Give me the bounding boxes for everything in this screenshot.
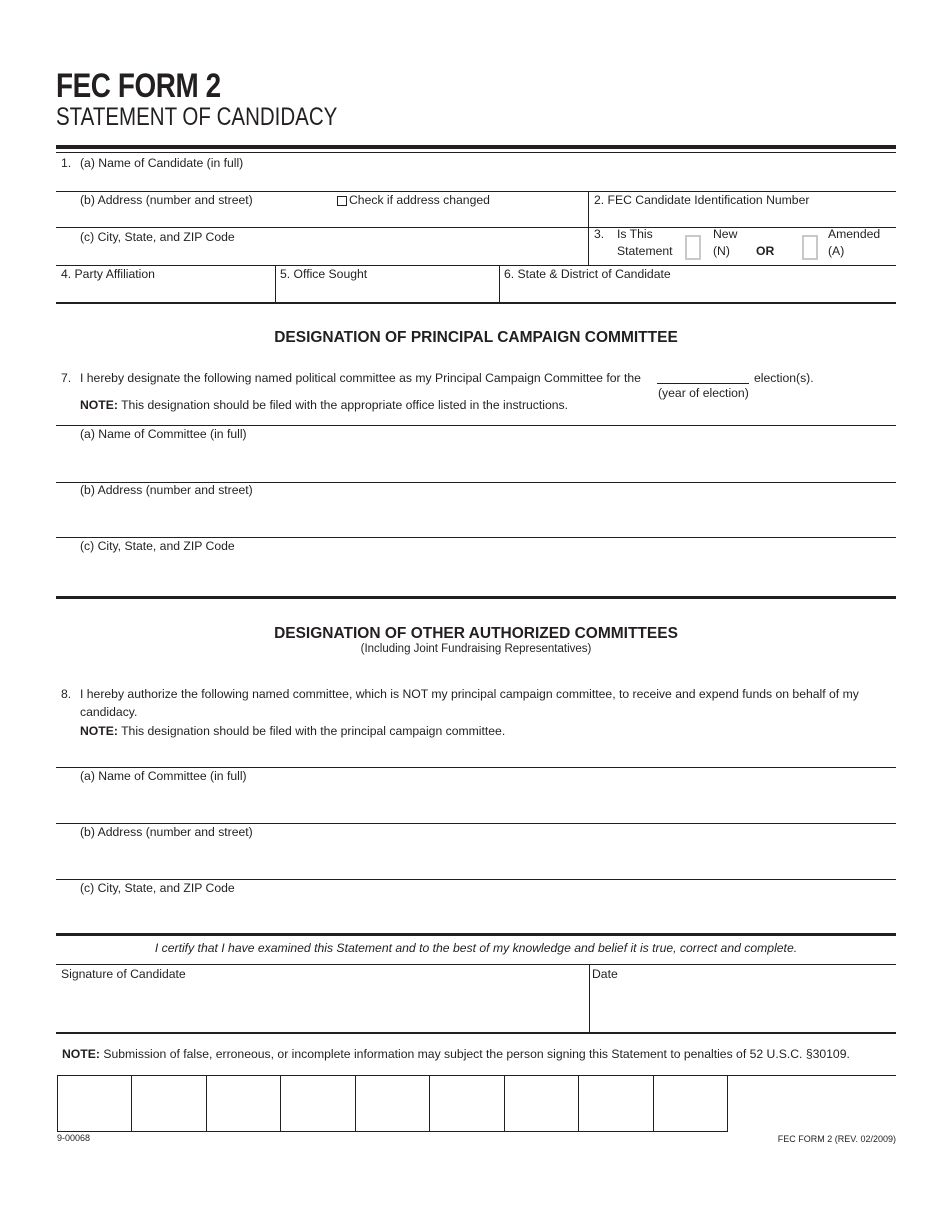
- form-title: FEC FORM 2: [56, 67, 221, 105]
- divider: [275, 265, 276, 303]
- field-8-text-2: candidacy.: [80, 705, 138, 719]
- field-3-label-1: Is This: [617, 227, 653, 241]
- principal-committee-city-field[interactable]: (c) City, State, and ZIP Code: [80, 539, 235, 553]
- divider: [588, 191, 589, 266]
- principal-note: [80, 398, 568, 412]
- field-8-text-1: I hereby authorize the following named committee, which is NOT my principal campaign committee, to receive and expend funds on behalf of my: [80, 687, 859, 701]
- new-label-2: (N): [713, 244, 730, 258]
- office-use-box: [206, 1076, 207, 1131]
- note-label: NOTE:: [62, 1047, 100, 1061]
- candidate-city-state-zip-field[interactable]: (c) City, State, and ZIP Code: [80, 230, 235, 244]
- office-use-box: [429, 1076, 430, 1131]
- note-label: NOTE:: [80, 724, 118, 738]
- authorized-committee-name-field[interactable]: (a) Name of Committee (in full): [80, 769, 247, 783]
- address-changed-checkbox[interactable]: [337, 196, 347, 206]
- section-rule: [56, 1032, 896, 1034]
- box-row-top: [57, 1075, 896, 1076]
- divider: [56, 823, 896, 824]
- divider: [56, 425, 896, 426]
- field-7-end: election(s).: [754, 371, 814, 385]
- amended-label-2: (A): [828, 244, 845, 258]
- header-rule-thick: [56, 145, 896, 149]
- authorized-committee-address-field[interactable]: (b) Address (number and street): [80, 825, 253, 839]
- authorized-committees-heading: DESIGNATION OF OTHER AUTHORIZED COMMITTEES: [274, 625, 678, 642]
- form-code: 9-00068: [57, 1133, 91, 1143]
- authorized-committees-subheading: (Including Joint Fundraising Representatives): [360, 643, 592, 655]
- year-of-election-input[interactable]: [657, 383, 749, 384]
- field-1-number: 1.: [61, 156, 72, 170]
- divider: [56, 265, 896, 266]
- state-district-field[interactable]: 6. State & District of Candidate: [504, 267, 671, 281]
- amended-statement-box[interactable]: [802, 235, 818, 260]
- office-use-box: [131, 1076, 132, 1131]
- candidate-name-field[interactable]: (a) Name of Candidate (in full): [80, 156, 244, 170]
- divider: [56, 964, 896, 965]
- field-7-number: 7.: [61, 371, 72, 385]
- note-text: This designation should be filed with the principal campaign committee.: [121, 724, 506, 738]
- amended-label-1: Amended: [828, 227, 881, 241]
- address-changed-label: Check if address changed: [349, 193, 490, 207]
- certification-text: I certify that I have examined this Statement and to the best of my knowledge and belief it is true, correct and complete.: [154, 941, 798, 955]
- header-rule-thin: [56, 152, 896, 153]
- office-sought-field[interactable]: 5. Office Sought: [280, 267, 368, 281]
- note-label: NOTE:: [80, 398, 118, 412]
- box-row-bottom: [57, 1131, 728, 1132]
- field-3-label-2: Statement: [617, 244, 673, 258]
- divider: [499, 265, 500, 303]
- field-8-number: 8.: [61, 687, 72, 701]
- candidate-address-field[interactable]: (b) Address (number and street): [80, 193, 253, 207]
- note-text: Submission of false, erroneous, or incomplete information may subject the person signing this Statement to penalties of 52 U.S.C. §30109.: [103, 1047, 850, 1061]
- note-text: This designation should be filed with the appropriate office listed in the instructions.: [121, 398, 569, 412]
- office-use-box: [57, 1076, 58, 1131]
- candidate-id-field[interactable]: 2. FEC Candidate Identification Number: [594, 193, 810, 207]
- office-use-box: [653, 1076, 654, 1131]
- section-rule: [56, 302, 896, 304]
- office-use-box: [504, 1076, 505, 1131]
- divider: [56, 191, 896, 192]
- form-subtitle: STATEMENT OF CANDIDACY: [56, 103, 338, 131]
- new-statement-box[interactable]: [685, 235, 701, 260]
- divider: [56, 537, 896, 538]
- office-use-box: [727, 1076, 728, 1131]
- divider: [56, 767, 896, 768]
- or-label: OR: [756, 244, 775, 258]
- party-affiliation-field[interactable]: 4. Party Affiliation: [61, 267, 155, 281]
- year-of-election-label: (year of election): [658, 386, 749, 400]
- form-revision: FEC FORM 2 (REV. 02/2009): [777, 1134, 896, 1144]
- signature-field[interactable]: Signature of Candidate: [61, 967, 186, 981]
- date-field[interactable]: Date: [592, 967, 618, 981]
- principal-committee-address-field[interactable]: (b) Address (number and street): [80, 483, 253, 497]
- divider: [589, 964, 590, 1034]
- principal-committee-heading: DESIGNATION OF PRINCIPAL CAMPAIGN COMMITTEE: [274, 329, 678, 346]
- section-rule: [56, 596, 896, 599]
- penalty-note: [62, 1047, 850, 1061]
- office-use-box: [280, 1076, 281, 1131]
- section-rule: [56, 933, 896, 936]
- authorized-note: [80, 724, 505, 738]
- office-use-box: [578, 1076, 579, 1131]
- authorized-committee-city-field[interactable]: (c) City, State, and ZIP Code: [80, 881, 235, 895]
- new-label-1: New: [713, 227, 738, 241]
- field-7-text: I hereby designate the following named political committee as my Principal Campaign Committee for the: [80, 371, 641, 385]
- divider: [56, 879, 896, 880]
- field-3-number: 3.: [594, 227, 605, 241]
- office-use-box: [355, 1076, 356, 1131]
- divider: [56, 227, 896, 228]
- principal-committee-name-field[interactable]: (a) Name of Committee (in full): [80, 427, 247, 441]
